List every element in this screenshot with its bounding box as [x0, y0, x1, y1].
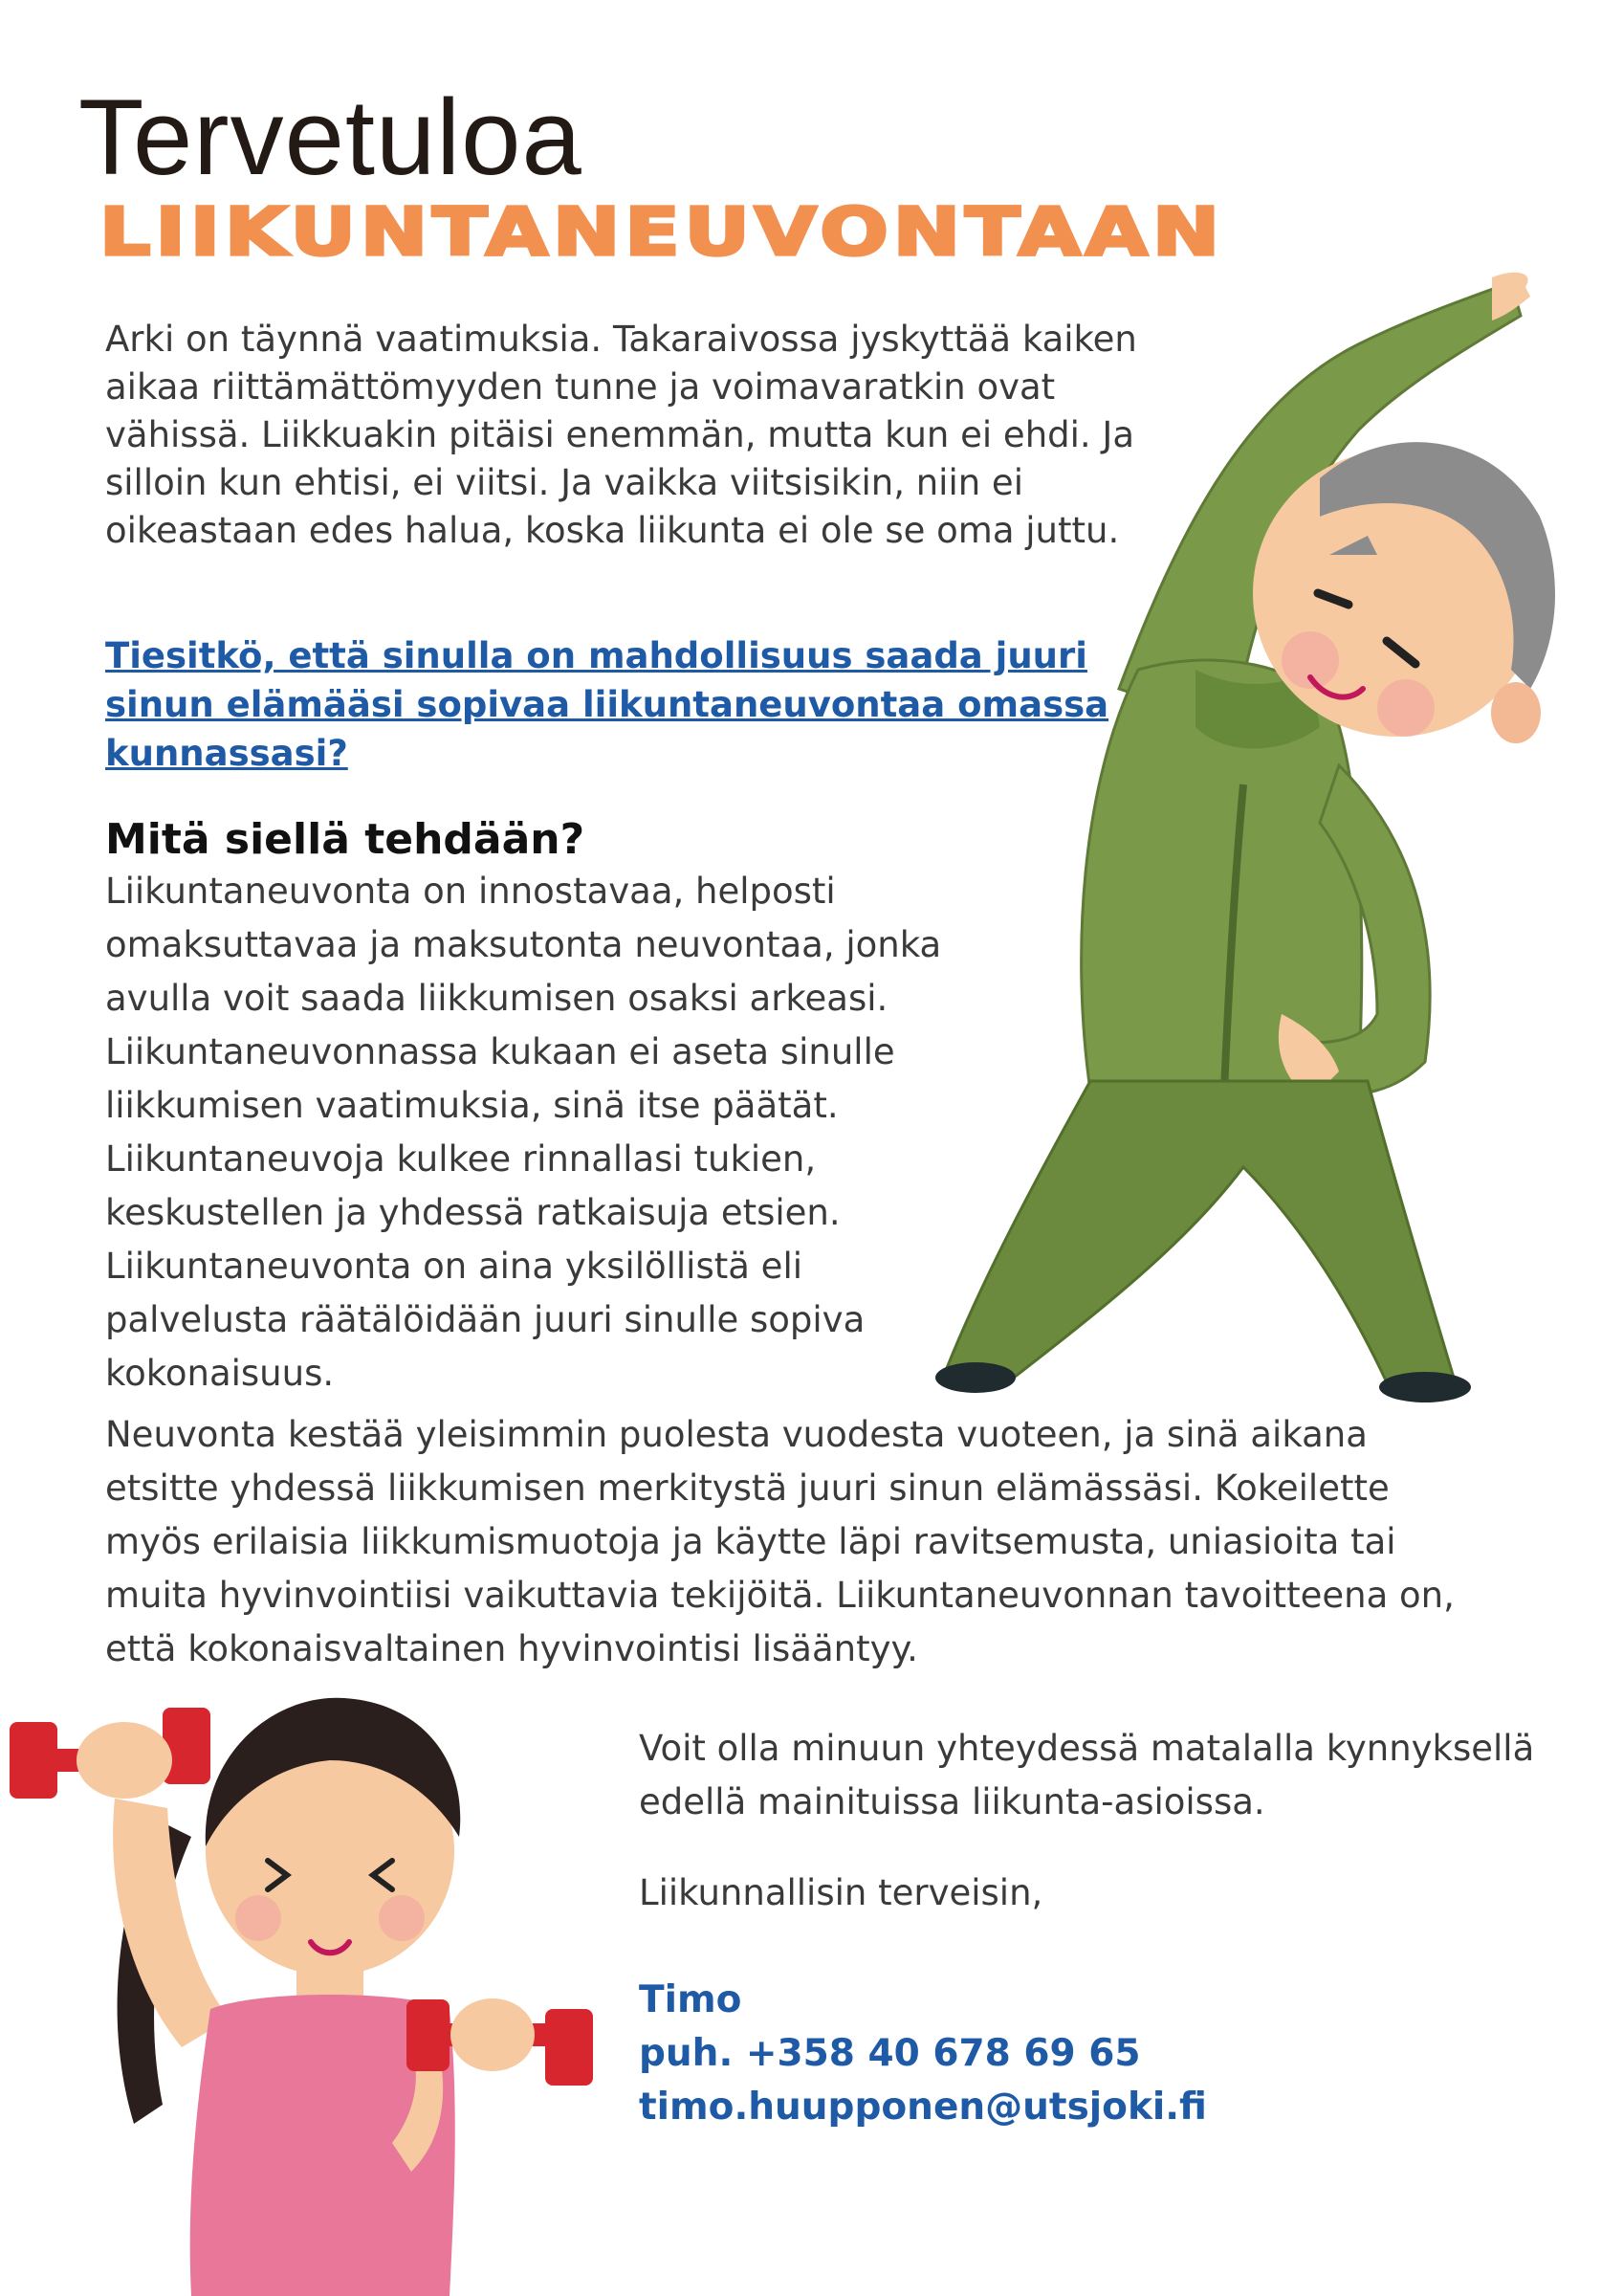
woman-lifting-dumbbells-illustration: [0, 1684, 612, 2296]
callout-link[interactable]: Tiesitkö, että sinulla on mahdollisuus saada juuri sinun elämääsi sopivaa liikuntaneuvontaa omassa kunnassasi?: [105, 635, 1109, 774]
duration-paragraph: Neuvonta kestää yleisimmin puolesta vuodesta vuoteen, ja sinä aikana etsitte yhdessä liikkumisen merkitystä juuri sinun elämässäsi. Kokeilette myös erilaisia liikkumismuotoja ja käytte läpi ravitsemusta, uniasioita tai muita hyvinvointiisi vaikuttavia tekijöitä. Liikuntaneuvonnan tavoitteena on, että kokonaisvaltainen hyvinvointisi lisääntyy.: [105, 1414, 1455, 1669]
greeting: Liikunnallisin terveisin,: [639, 1872, 1043, 1913]
contact-note: Voit olla minuun yhteydessä matalalla kynnyksellä edellä mainituissa liikunta-asioissa.: [639, 1728, 1535, 1822]
stretching-old-man-illustration: [918, 268, 1549, 1416]
signature-phone[interactable]: puh. +358 40 678 69 65: [639, 2032, 1141, 2075]
page-title: Tervetuloa: [78, 77, 582, 197]
intro-paragraph: Arki on täynnä vaatimuksia. Takaraivossa jyskyttää kaiken aikaa riittämättömyyden tunne ja voimavaratkin ovat vähissä. Liikkuakin pitäisi enemmän, mutta kun ei ehdi. Ja silloin kun ehtisi, ei viitsi. Ja vaikka viitsisikin, niin ei oikeastaan edes halua, koska liikunta ei ole se oma juttu.: [105, 319, 1137, 551]
section-body: Liikuntaneuvonta on innostavaa, helposti omaksuttavaa ja maksutonta neuvontaa, jonka avulla voit saada liikkumisen osaksi arkeasi. Liikuntaneuvonnassa kukaan ei aseta sinulle liikkumisen vaatimuksia, sinä itse päätät. Liikuntaneuvoja kulkee rinnallasi tukien, keskustellen ja yhdessä ratkaisuja etsien. Liikuntaneuvonta on aina yksilöllistä eli palvelusta räätälöidään juuri sinulle sopiva kokonaisuus.: [105, 871, 942, 1394]
signature-name: Timo: [639, 1978, 742, 2021]
section-heading: Mitä siellä tehdään?: [105, 815, 585, 864]
signature-email[interactable]: timo.huupponen@utsjoki.fi: [639, 2086, 1207, 2129]
page-subtitle: LIIKUNTANEUVONTAAN: [99, 193, 1225, 271]
